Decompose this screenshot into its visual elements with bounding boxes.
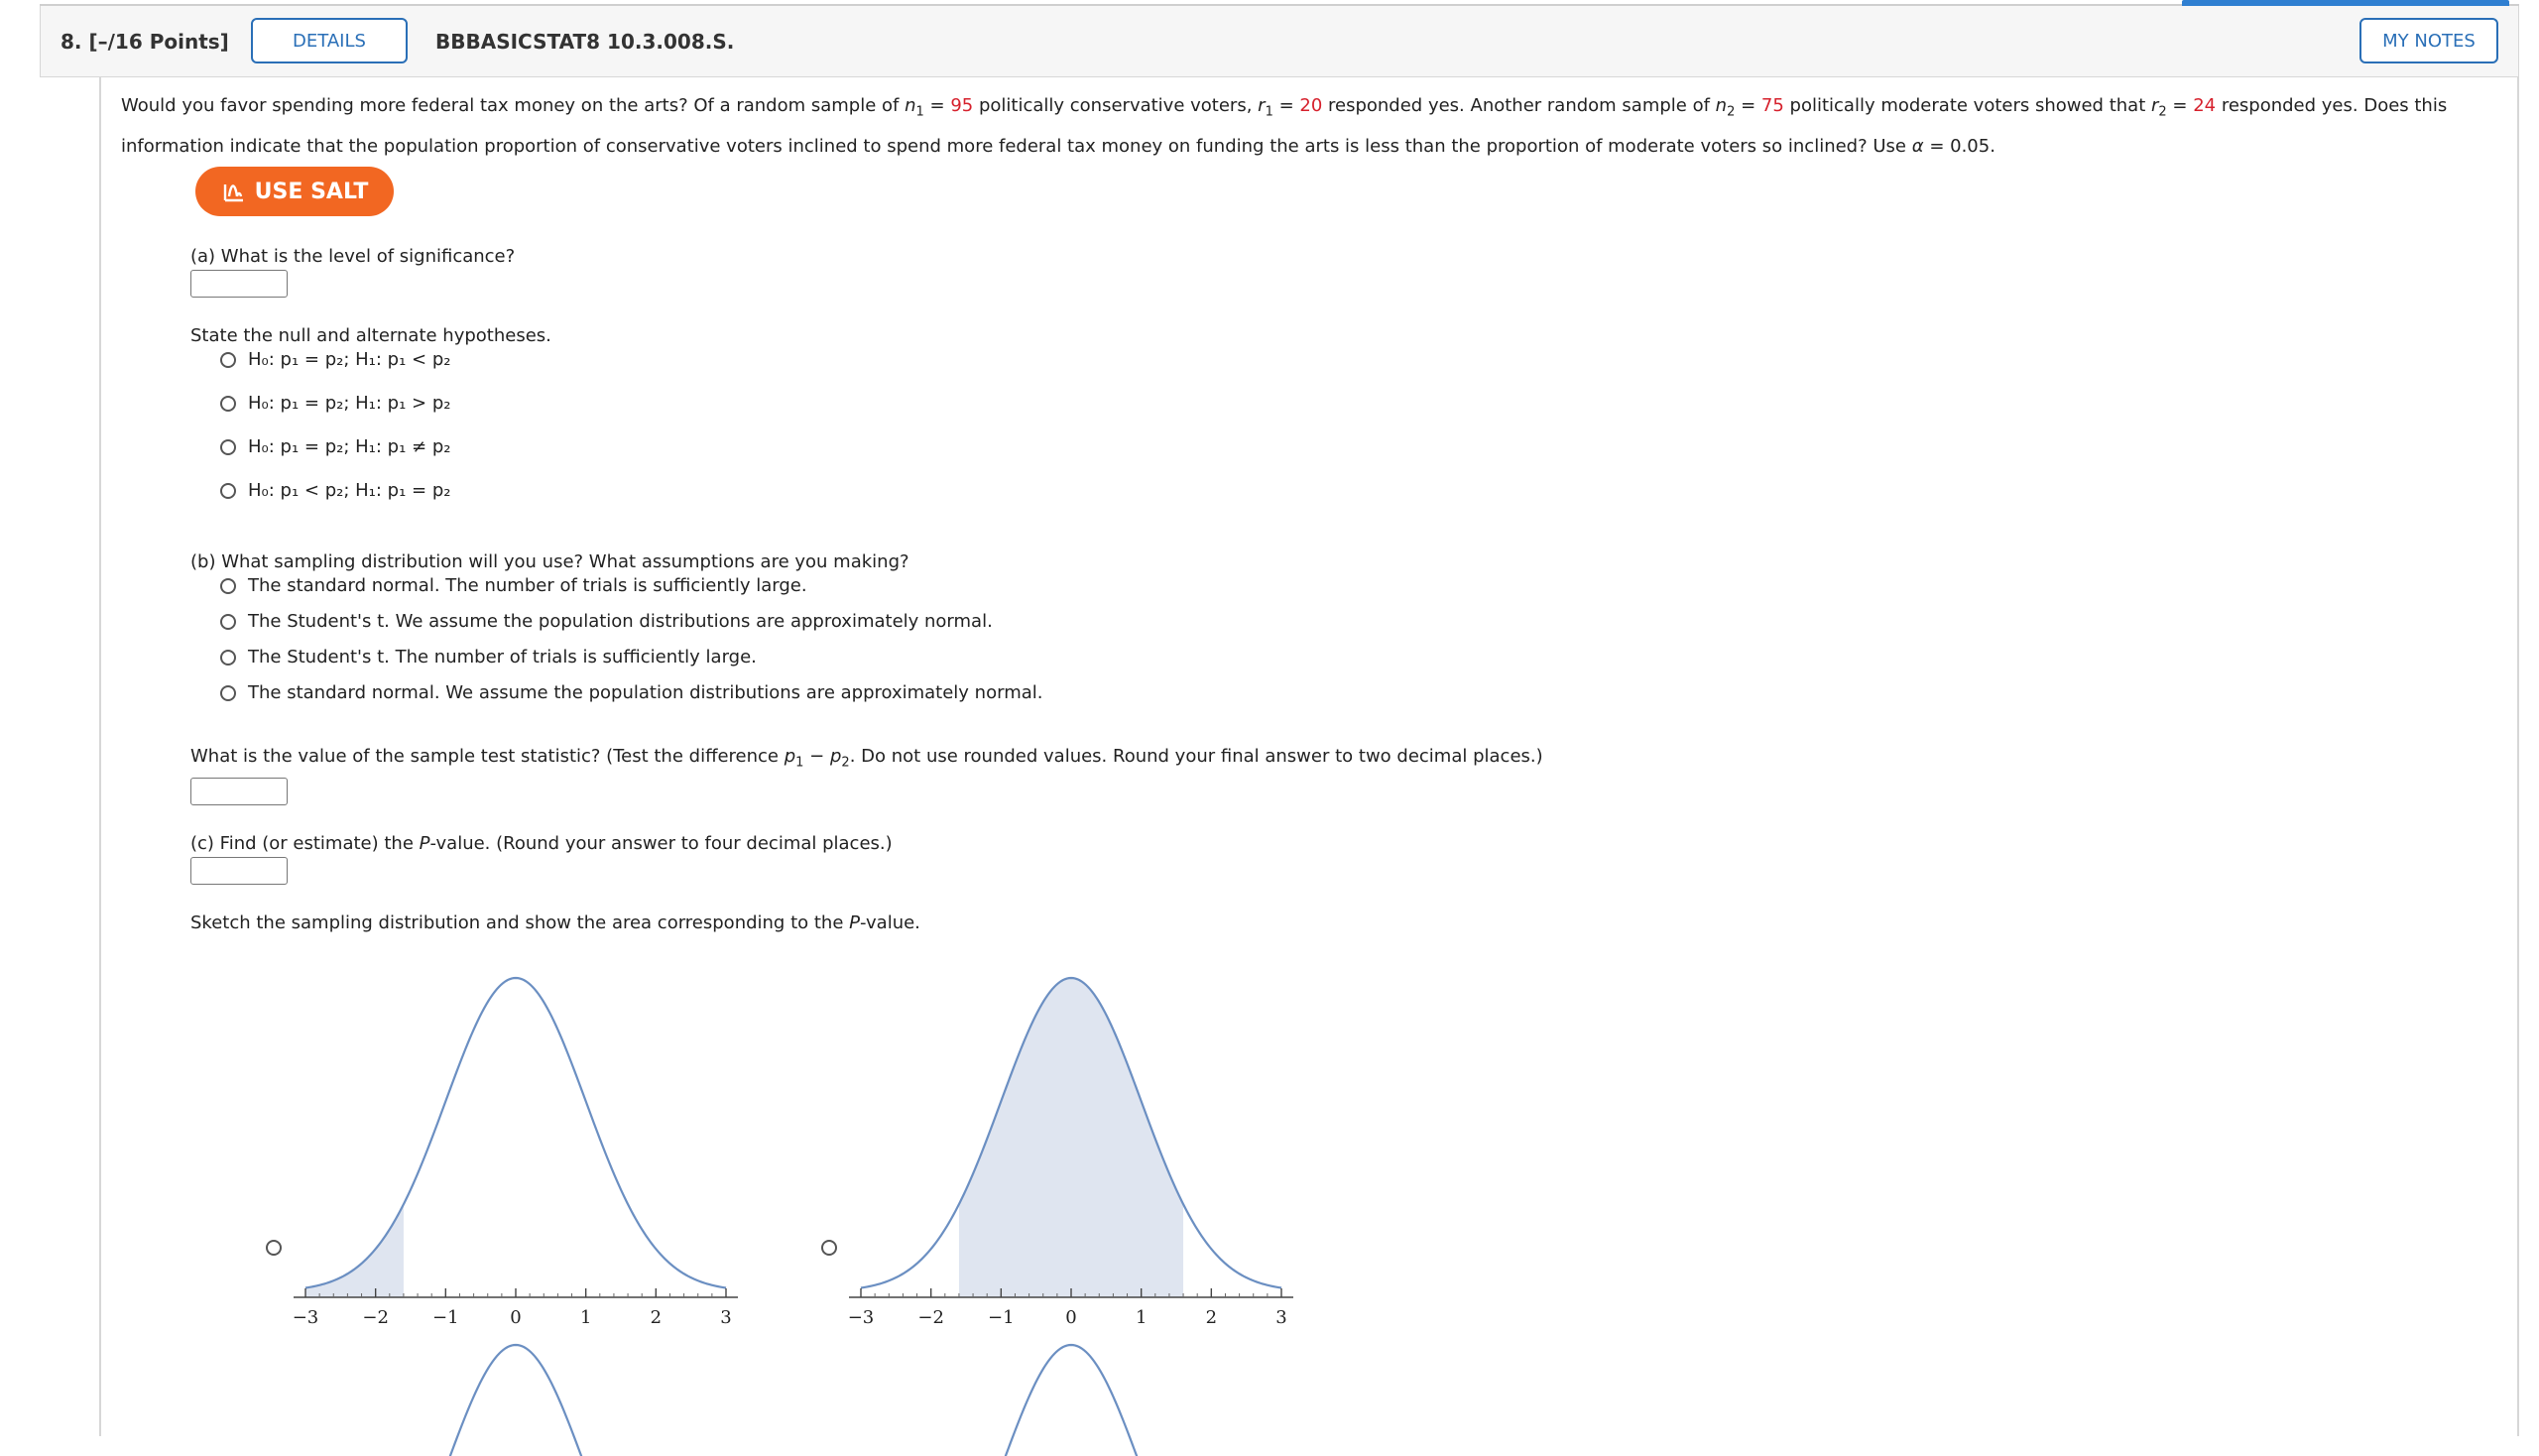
hypothesis-option-2[interactable] (220, 393, 450, 414)
sampling-distribution-chart-1[interactable] (280, 950, 776, 1327)
hypothesis-option-label: H₀: p₁ = p₂; H₁: p₁ < p₂ (248, 349, 451, 370)
tick-label: −1 (988, 1307, 1015, 1327)
radio-button[interactable] (220, 439, 236, 455)
problem-text: politically moderate voters showed that (1783, 95, 2151, 116)
r1-symbol: r (1258, 95, 1266, 116)
question-code: BBBASICSTAT8 10.3.008.S. (435, 30, 735, 54)
hypothesis-option-label: H₀: p₁ < p₂; H₁: p₁ = p₂ (248, 480, 451, 501)
sketch-prompt (190, 912, 920, 933)
distribution-option-label: The standard normal. We assume the population distributions are approximately normal. (248, 682, 1043, 703)
radio-button[interactable] (220, 650, 236, 666)
part-c-text: (c) Find (or estimate) the (190, 833, 420, 854)
radio-button[interactable] (220, 685, 236, 701)
hypothesis-option-3[interactable] (220, 436, 450, 457)
test-statistic-question (190, 746, 1543, 771)
significance-input[interactable] (190, 270, 288, 298)
equals: = (1735, 95, 1761, 116)
problem-text: Would you favor spending more federal tax money on the arts? Of a random sample of (121, 95, 906, 116)
details-button[interactable]: DETAILS (251, 18, 408, 63)
density-curve (305, 978, 726, 1287)
p-symbol: P (419, 833, 430, 854)
equals: = (2166, 95, 2194, 116)
equals: = (923, 95, 951, 116)
problem-text: politically conservative voters, (973, 95, 1259, 116)
tick-label: 2 (650, 1307, 663, 1327)
hypothesis-option-4[interactable] (220, 480, 450, 501)
salt-icon (221, 179, 247, 204)
r1-subscript: 1 (1265, 104, 1273, 120)
tick-label: 3 (1275, 1307, 1287, 1327)
n1-value: 95 (950, 95, 974, 116)
question-number: 8. [–/16 Points] (60, 30, 229, 54)
n2-symbol: n (1715, 95, 1728, 116)
part-a-question: (a) What is the level of significance? (190, 246, 516, 267)
hypothesis-option-1[interactable] (220, 349, 450, 370)
my-notes-button[interactable]: MY NOTES (2359, 18, 2498, 63)
equals: = (1272, 95, 1300, 116)
hypothesis-option-label: H₀: p₁ = p₂; H₁: p₁ ≠ p₂ (248, 436, 451, 457)
distribution-option-label: The standard normal. The number of trials is sufficiently large. (248, 575, 807, 596)
tick-label: 2 (1205, 1307, 1218, 1327)
distribution-option-4[interactable] (220, 682, 1042, 703)
sketch-text: Sketch the sampling distribution and show the area corresponding to the (190, 912, 850, 933)
use-salt-button[interactable] (195, 167, 394, 216)
tick-label: 1 (579, 1307, 592, 1327)
tick-label: −3 (847, 1307, 875, 1327)
shaded-area (959, 978, 1183, 1297)
sketch-text: -value. (860, 912, 920, 933)
n2-subscript: 2 (1727, 104, 1736, 120)
alpha-value: = 0.05. (1923, 135, 1995, 157)
problem-text: responded yes. Does this information indicate that the population proportion of conservative voters inclined to spend more federal tax money on funding the arts is less than the proportion of moderate voters so inclined? Use (121, 95, 2448, 157)
n1-subscript: 1 (915, 104, 924, 120)
problem-text: responded yes. Another random sample of (1322, 95, 1716, 116)
tick-label: −2 (362, 1307, 389, 1327)
sampling-distribution-chart-4[interactable] (835, 1317, 1331, 1456)
distribution-option-2[interactable] (220, 611, 993, 632)
use-salt-label: USE SALT (254, 179, 369, 204)
tick-label: −2 (917, 1307, 944, 1327)
part-b-question: (b) What sampling distribution will you use? What assumptions are you making? (190, 551, 909, 572)
tick-label: 1 (1135, 1307, 1148, 1327)
r2-value: 24 (2193, 95, 2217, 116)
distribution-option-label: The Student's t. The number of trials is sufficiently large. (248, 647, 757, 667)
tick-label: 3 (720, 1307, 732, 1327)
p-symbol: P (849, 912, 860, 933)
r1-value: 20 (1299, 95, 1323, 116)
test-statistic-input[interactable] (190, 778, 288, 805)
p-value-input[interactable] (190, 857, 288, 885)
tick-label: −1 (432, 1307, 459, 1327)
distribution-option-label: The Student's t. We assume the population distributions are approximately normal. (248, 611, 993, 632)
n2-value: 75 (1760, 95, 1784, 116)
alpha-symbol: α (1911, 135, 1924, 157)
r2-symbol: r (2150, 95, 2159, 116)
radio-button[interactable] (220, 578, 236, 594)
radio-button[interactable] (220, 352, 236, 368)
hypotheses-prompt: State the null and alternate hypotheses. (190, 325, 551, 346)
part-c-text: -value. (Round your answer to four decimal places.) (429, 833, 893, 854)
tick-label: 0 (1065, 1307, 1077, 1327)
n1-symbol: n (905, 95, 916, 116)
shaded-area (305, 1204, 404, 1297)
p2-symbol: p (829, 746, 842, 767)
density-curve (305, 1345, 726, 1456)
distribution-option-1[interactable] (220, 575, 807, 596)
question-header (40, 6, 2519, 77)
tick-label: −3 (292, 1307, 319, 1327)
problem-statement (121, 89, 2501, 164)
radio-button[interactable] (220, 396, 236, 412)
sampling-distribution-chart-3[interactable] (280, 1317, 776, 1456)
test-stat-text: . Do not use rounded values. Round your final answer to two decimal places.) (849, 746, 1543, 767)
p1-subscript: 1 (795, 755, 804, 771)
part-c-question (190, 833, 893, 854)
distribution-option-3[interactable] (220, 647, 757, 667)
r2-subscript: 2 (2158, 104, 2167, 120)
p1-symbol: p (784, 746, 796, 767)
p2-subscript: 2 (841, 755, 850, 771)
minus: − (803, 746, 830, 767)
question-body (99, 77, 2519, 1436)
radio-button[interactable] (220, 483, 236, 499)
hypothesis-option-label: H₀: p₁ = p₂; H₁: p₁ > p₂ (248, 393, 451, 414)
radio-button[interactable] (220, 614, 236, 630)
density-curve (861, 1345, 1281, 1456)
sampling-distribution-chart-2[interactable] (835, 950, 1331, 1327)
test-stat-text: What is the value of the sample test statistic? (Test the difference (190, 746, 785, 767)
tick-label: 0 (510, 1307, 522, 1327)
